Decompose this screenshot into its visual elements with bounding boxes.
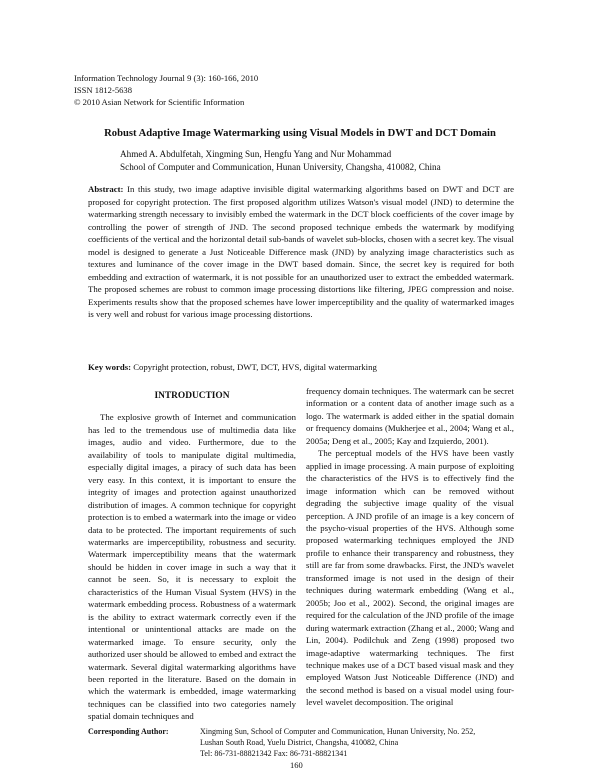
keywords-text: Copyright protection, robust, DWT, DCT, HVS, digital watermarking bbox=[133, 362, 377, 372]
column-left bbox=[88, 382, 296, 723]
author-names: Ahmed A. Abdulfetah, Xingming Sun, Hengfu Yang and Nur Mohammad bbox=[120, 149, 392, 159]
author-block bbox=[120, 148, 500, 173]
abstract-text: In this study, two image adaptive invisible digital watermarking algorithms based on DWT and DCT are proposed for copyright protection. The first proposed algorithm utilizes Watson's visual model (JND) to determine the watermarking strength necessary to invisibly embed the watermark in the DCT block coefficients of the cover image by controlling the power of strength of JND. The second proposed technique embeds the watermark by modifying coefficients of the vertical and the horizontal detail sub-bands of wavelet sub-blocks, chosen with a secret key. The visual model is designed to generate a Just Noticeable Difference mask (JND) by analyzing image characteristics such as textures and luminance of the cover image in the DWT based domain. Since, the secret key is required for both embedding and extraction of watermark, it is not possible for an unauthorized user to extract the embedded watermark. The proposed schemes are robust to common image processing distortions like filtering, JPEG compression and noise. Experiments results show that the proposed schemes have lower imperceptibility and the quality of watermarked images is very well and robust for various image processing distortions. bbox=[88, 184, 514, 320]
column-right bbox=[306, 385, 514, 709]
intro-paragraph-2: The perceptual models of the HVS have been vastly applied in image processing. A main purpose of exploiting the characteristics of the HVS is to effectively find the image information which can be removed without degrading the subjective image quality of the visual perception. A JND profile of an image is a key concern of the psycho-visual properties of the HVS. Although some proposed watermarking techniques employed the JND profile to enhance their transparency and robustness, they still are far from some drawbacks. First, the JND's wavelet transformed image is not used in the design of their techniques during watermark embedding (Wang et al., 2005b; Joo et al., 2002). Second, the original images are required for the calculation of the JND profile of the image during watermark extraction (Zhang et al., 2000; Wang and Lin, 2004). Podilchuk and Zeng (1998) proposed two image-adaptive watermarking techniques. The first technique makes use of a DCT based visual mask and they employed Watson Just Noticeable Difference (JND) and the second method is based on a visual model using four-level wavelet decomposition. The original bbox=[306, 448, 514, 708]
journal-citation: Information Technology Journal 9 (3): 160-166, 2010 bbox=[74, 73, 259, 83]
intro-paragraph-1: The explosive growth of Internet and communication has led to the tremendous use of multimedia data like images, audio and video. Furthermore, due to the availability of tools to manipulate digital multimedia, especially digital images, a piracy of such data has been very easy. In this context, it is important to ensure the integrity of images and protection against unauthorized distribution of images. A common technique for copyright protection is to embed a watermark into the image or video data to be protected. The important requirements of such watermarks are imperceptibility, robustness and security. Watermark imperceptibility means that the watermark should be hidden in cover image in such a way that it cannot be seen. So, it is necessary to exploit the characteristics of the Human Visual System (HVS) in the watermark embedding process. Robustness of a watermark is the ability to extract watermark correctly even if the intentional or unintentional attacks are made on the watermarked image. To ensure security, only the authorized user should be allowed to embed and extract the watermark. Several digital watermarking algorithms have been reported in the literature. Based on the domain in which the watermark is embedded, image watermarking techniques can be classified into two categories namely spatial domain techniques and bbox=[88, 412, 296, 722]
journal-header bbox=[74, 72, 258, 108]
author-affiliation: School of Computer and Communication, Hunan University, Changsha, 410082, China bbox=[120, 161, 441, 172]
abstract bbox=[88, 183, 514, 321]
keywords-label: Key words: bbox=[88, 362, 132, 372]
corresponding-line-3: Tel: 86-731-88821342 Fax: 86-731-88821341 bbox=[200, 749, 348, 758]
corresponding-label: Corresponding Author: bbox=[88, 727, 169, 736]
page-number: 160 bbox=[290, 760, 303, 770]
paper-title: Robust Adaptive Image Watermarking using Visual Models in DWT and DCT Domain bbox=[104, 128, 496, 139]
journal-copyright: © 2010 Asian Network for Scientific Information bbox=[74, 97, 245, 107]
intro-paragraph-1-cont: frequency domain techniques. The watermark can be secret information or a content data of another image such as a logo. The watermark is added either in the spatial domain or frequency domains (Mukherjee et al., 2004; Wang et al., 2005a; Deng et al., 2005; Kay and Izquierdo, 2001). bbox=[306, 386, 514, 446]
corresponding-line-2: Lushan South Road, Yuelu District, Changsha, 410082, China bbox=[200, 738, 399, 747]
section-heading-introduction: INTRODUCTION bbox=[154, 391, 230, 401]
keywords bbox=[88, 362, 514, 372]
corresponding-line-1: Xingming Sun, School of Computer and Communication, Hunan University, No. 252, bbox=[200, 727, 476, 736]
journal-issn: ISSN 1812-5638 bbox=[74, 85, 133, 95]
abstract-label: Abstract: bbox=[88, 184, 124, 194]
